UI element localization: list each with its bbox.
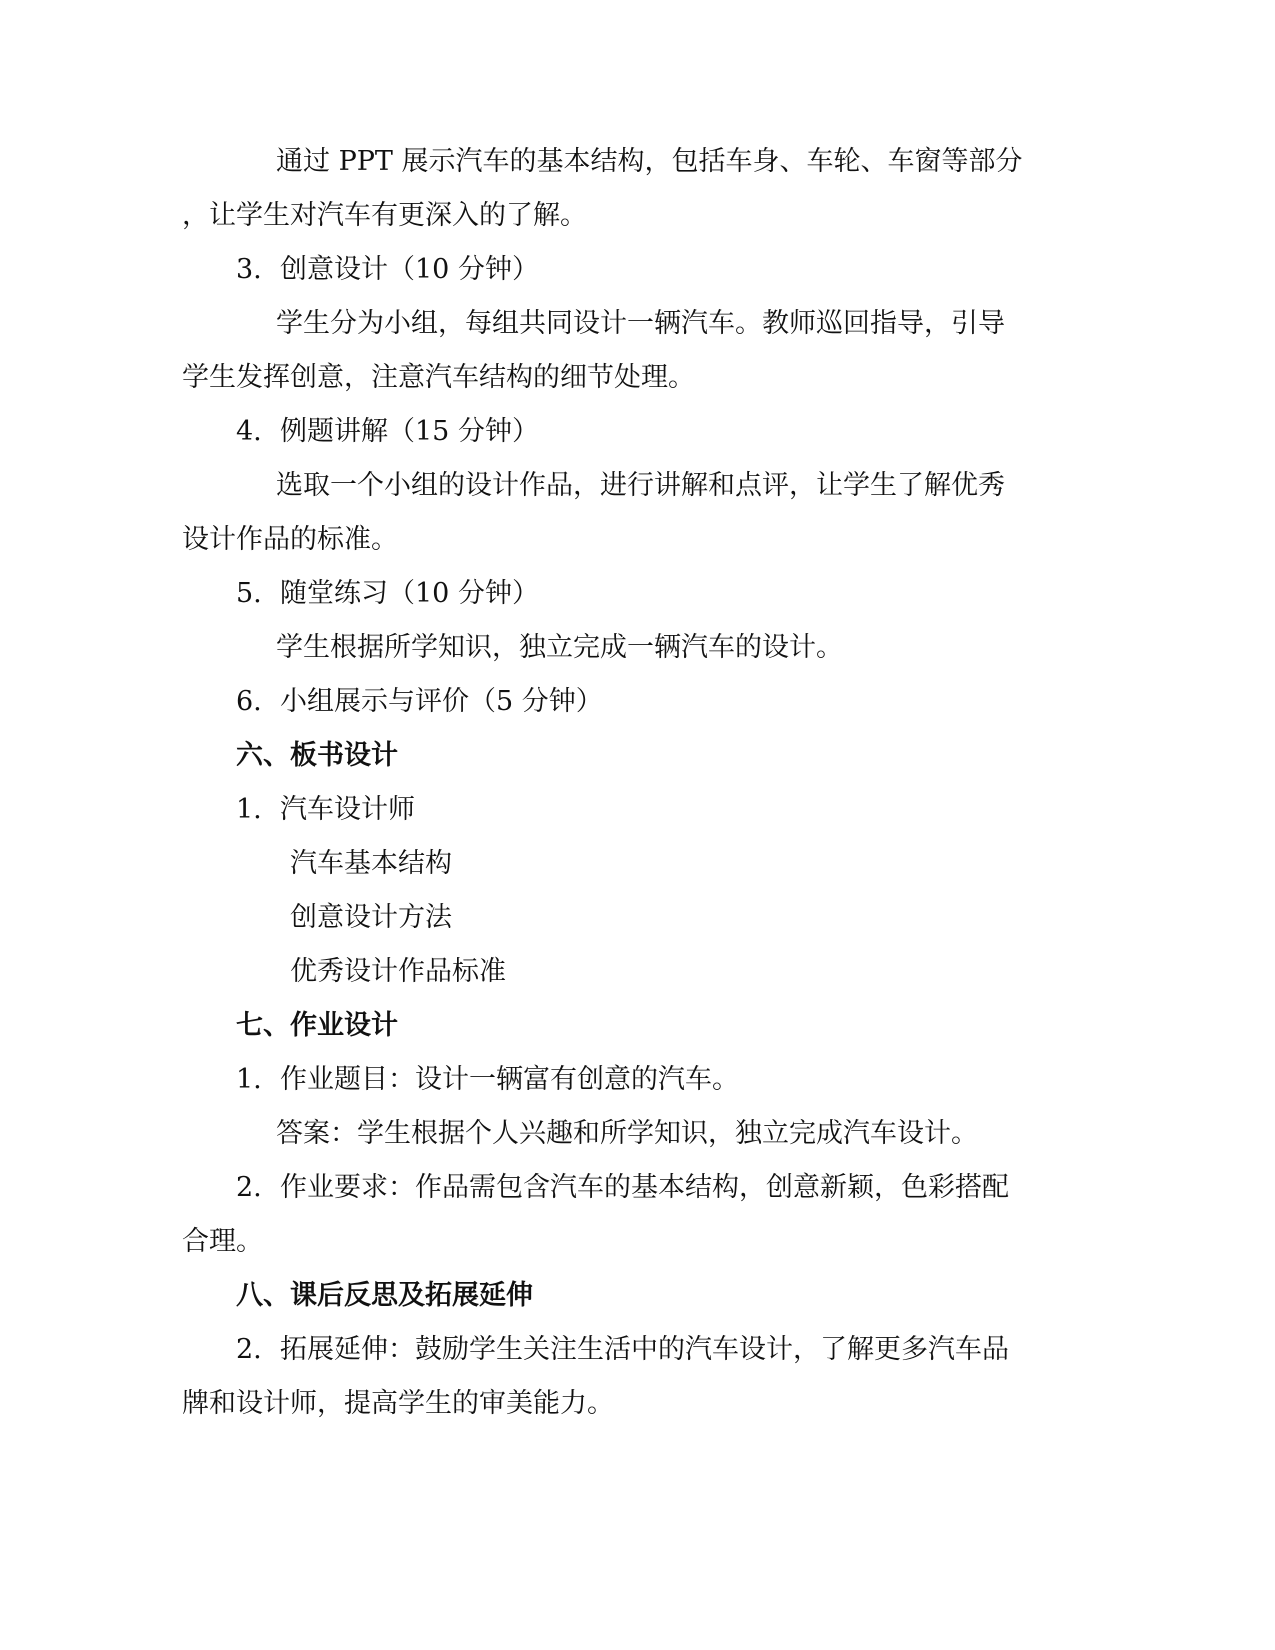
paragraph-line: 选取一个小组的设计作品，进行讲解和点评，让学生了解优秀 (276, 470, 1005, 501)
board-sub-item: 汽车基本结构 (290, 848, 452, 879)
list-number: 4. (236, 416, 262, 447)
list-number: 2. (236, 1172, 262, 1203)
section-6-heading: 六、板书设计 (236, 740, 398, 771)
list-title: 创意设计（10 分钟） (280, 254, 539, 285)
step-5-heading (236, 574, 539, 614)
list-number: 1. (236, 794, 262, 825)
list-title: 随堂练习（10 分钟） (280, 578, 539, 609)
paragraph-line: 牌和设计师，提高学生的审美能力。 (182, 1388, 614, 1419)
list-number: 3. (236, 254, 262, 285)
paragraph-line: 学生分为小组，每组共同设计一辆汽车。教师巡回指导，引导 (276, 308, 1005, 339)
list-text: 拓展延伸：鼓励学生关注生活中的汽车设计，了解更多汽车品 (280, 1334, 1009, 1365)
list-title: 汽车设计师 (280, 794, 415, 825)
step-6-heading (236, 682, 603, 722)
section-7-item-2 (236, 1168, 1009, 1208)
paragraph-line: ，让学生对汽车有更深入的了解。 (182, 200, 587, 231)
section-6-item-1 (236, 790, 415, 830)
list-number: 5. (236, 578, 262, 609)
section-8-heading: 八、课后反思及拓展延伸 (236, 1280, 533, 1311)
list-number: 1. (236, 1064, 262, 1095)
paragraph-line: 合理。 (182, 1226, 263, 1257)
board-sub-item: 优秀设计作品标准 (290, 956, 506, 987)
paragraph-line: 学生发挥创意，注意汽车结构的细节处理。 (182, 362, 695, 393)
list-text: 作业题目：设计一辆富有创意的汽车。 (280, 1064, 739, 1095)
paragraph-line: 设计作品的标准。 (182, 524, 398, 555)
paragraph-line: 学生根据所学知识，独立完成一辆汽车的设计。 (276, 632, 843, 663)
answer-line: 答案：学生根据个人兴趣和所学知识，独立完成汽车设计。 (276, 1118, 978, 1149)
board-sub-item: 创意设计方法 (290, 902, 452, 933)
list-title: 小组展示与评价（5 分钟） (280, 686, 603, 717)
step-4-heading (236, 412, 539, 452)
section-8-item-2 (236, 1330, 1009, 1370)
list-number: 6. (236, 686, 262, 717)
section-7-item-1 (236, 1060, 739, 1100)
list-title: 例题讲解（15 分钟） (280, 416, 539, 447)
section-7-heading: 七、作业设计 (236, 1010, 398, 1041)
step-3-heading (236, 250, 539, 290)
paragraph-line: 通过 PPT 展示汽车的基本结构，包括车身、车轮、车窗等部分 (276, 146, 1023, 177)
list-number: 2. (236, 1334, 262, 1365)
list-text: 作业要求：作品需包含汽车的基本结构，创意新颖，色彩搭配 (280, 1172, 1009, 1203)
